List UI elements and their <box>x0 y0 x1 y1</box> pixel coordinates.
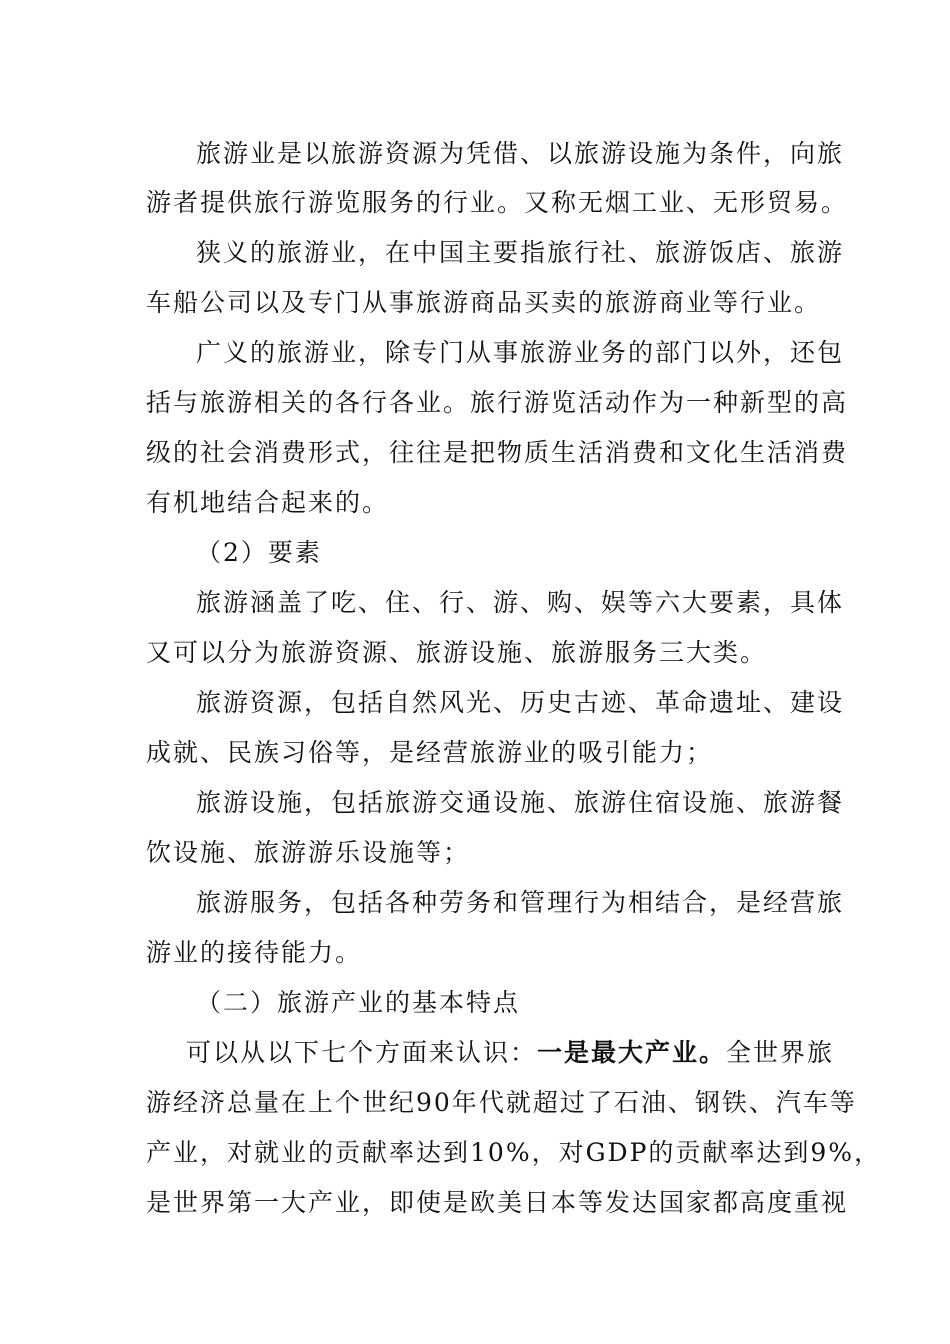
text-line: 括与旅游相关的各行各业。旅行游览活动作为一种新型的高 <box>146 388 849 417</box>
text-emphasis: 一是最大产业。 <box>537 1038 727 1067</box>
text-line: 又可以分为旅游资源、旅游设施、旅游服务三大类。 <box>146 638 768 667</box>
text-line: 游业的接待能力。 <box>146 938 363 967</box>
text-line: 有机地结合起来的。 <box>146 488 390 517</box>
text-line: 是世界第一大产业，即使是欧美日本等发达国家都高度重视 <box>146 1188 849 1217</box>
text-lead: 可以从以下七个方面来认识： <box>186 1038 538 1067</box>
text-line: 游者提供旅行游览服务的行业。又称无烟工业、无形贸易。 <box>146 188 849 217</box>
text-line: 广义的旅游业，除专门从事旅游业务的部门以外，还包 <box>196 338 845 367</box>
section-heading: （2）要素 <box>196 538 322 567</box>
section-heading: （二）旅游产业的基本特点 <box>196 988 521 1017</box>
text-line: 旅游服务，包括各种劳务和管理行为相结合，是经营旅 <box>196 888 845 917</box>
text-line: 车船公司以及专门从事旅游商品买卖的旅游商业等行业。 <box>146 288 822 317</box>
text-line <box>186 1036 835 1070</box>
text-line: 旅游业是以旅游资源为凭借、以旅游设施为条件，向旅 <box>196 139 845 168</box>
text-line: 旅游资源，包括自然风光、历史古迹、革命遗址、建设 <box>196 688 845 717</box>
text-line: 游经济总量在上个世纪90年代就超过了石油、钢铁、汽车等 <box>146 1088 857 1117</box>
text-line: 级的社会消费形式，往往是把物质生活消费和文化生活消费 <box>146 438 849 467</box>
text-line: 旅游涵盖了吃、住、行、游、购、娱等六大要素，具体 <box>196 588 845 617</box>
text-rest: 全世界旅 <box>726 1038 835 1067</box>
text-line: 狭义的旅游业，在中国主要指旅行社、旅游饭店、旅游 <box>196 238 845 267</box>
text-line: 旅游设施，包括旅游交通设施、旅游住宿设施、旅游餐 <box>196 788 845 817</box>
text-line: 成就、民族习俗等，是经营旅游业的吸引能力； <box>146 738 714 767</box>
text-line: 产业，对就业的贡献率达到10%，对GDP的贡献率达到9%， <box>146 1138 882 1167</box>
text-line: 饮设施、旅游游乐设施等； <box>146 838 471 867</box>
